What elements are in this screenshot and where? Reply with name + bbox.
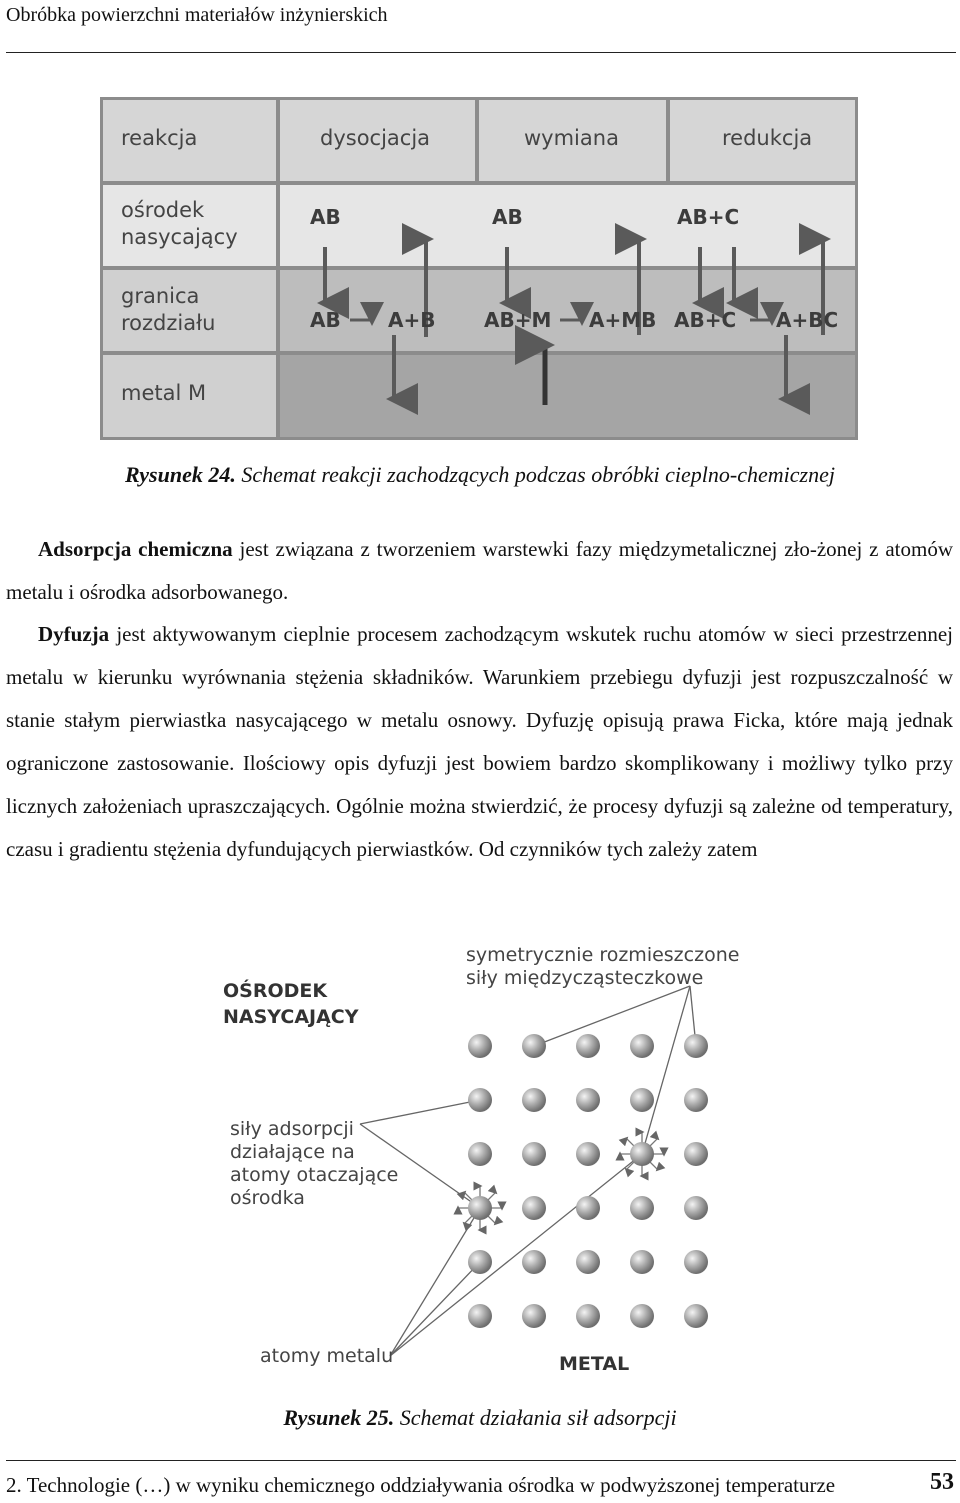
col-header-wymiana: wymiana <box>524 126 619 150</box>
figure-24-reaction-schema <box>100 97 858 440</box>
paragraph-adsorpcja-text: jest związana z tworzeniem warstewki fazy międzymetalicznej zło-żonej z atomów metalu i ośrodka adsorbowanego. <box>6 537 954 604</box>
metal-atom <box>684 1088 708 1112</box>
metal-atom <box>522 1034 546 1058</box>
row-label-osrodek: ośrodek nasycający <box>121 198 238 249</box>
figure-25-adsorption-forces <box>210 936 770 1386</box>
symmetric-forces-label: symetrycznie rozmieszczone siły międzycząsteczkowe <box>466 944 740 989</box>
figure-25-caption <box>0 1405 960 1431</box>
leader-line <box>534 986 690 1046</box>
metal-atom <box>468 1250 492 1274</box>
metal-atom <box>468 1196 492 1220</box>
metal-atom <box>684 1034 708 1058</box>
boundary-label-a-plus-bc: A+BC <box>776 308 839 332</box>
boundary-label-ab-plus-m: AB+M <box>484 308 552 332</box>
page-header <box>6 0 956 53</box>
top-label-wymiana: AB <box>492 205 523 229</box>
col-header-reakcja: reakcja <box>121 126 198 150</box>
figure-24-caption-number: Rysunek 24. <box>125 462 236 487</box>
metal-atom <box>522 1250 546 1274</box>
figure-24-caption <box>0 462 960 488</box>
metal-atom <box>576 1088 600 1112</box>
metal-atom <box>576 1196 600 1220</box>
col-header-redukcja: redukcja <box>722 126 813 150</box>
metal-atom <box>684 1250 708 1274</box>
footer-text: 2. Technologie (…) w wyniku chemicznego oddziaływania ośrodka w podwyższonej temperaturze <box>6 1473 836 1497</box>
paragraph-adsorpcja <box>6 528 953 614</box>
top-label-redukcja: AB+C <box>677 205 740 229</box>
page-footer <box>6 1460 956 1503</box>
boundary-label-a-plus-mb: A+MB <box>589 308 657 332</box>
metal-atom <box>630 1142 654 1166</box>
figure-25-caption-text: Schemat działania sił adsorpcji <box>399 1405 677 1430</box>
leader-line <box>390 1262 480 1356</box>
metal-atom <box>684 1196 708 1220</box>
metal-atom <box>576 1034 600 1058</box>
header-title: Obróbka powierzchni materiałów inżynierskich <box>6 4 388 26</box>
term-dyfuzja: Dyfuzja <box>38 622 110 646</box>
metal-atom <box>630 1088 654 1112</box>
col-header-dysocjacja: dysocjacja <box>320 126 431 150</box>
leader-line <box>390 1208 480 1356</box>
metal-atom <box>684 1142 708 1166</box>
metal-atom <box>630 1304 654 1328</box>
adsorption-forces-label: siły adsorpcji działające na atomy otaczające ośrodka <box>230 1118 399 1209</box>
medium-label: OŚRODEK NASYCAJĄCY <box>223 980 359 1028</box>
boundary-label-ab-plus-c: AB+C <box>674 308 737 332</box>
row-label-metal: metal M <box>121 381 207 405</box>
term-adsorpcja: Adsorpcja chemiczna <box>38 537 233 561</box>
boundary-label-ab: AB <box>310 308 341 332</box>
row-label-granica: granica rozdziału <box>121 284 216 335</box>
paragraph-dyfuzja-text: jest aktywowanym cieplnie procesem zachodzącym wskutek ruchu atomów w sieci przestrzennej metalu w kierunku wyrównania stężenia składników. Warunkiem przebiegu dyfuzji jest rozpuszczalność w stanie stałym pierwiastka nasycającego w metalu osnowy. Dyfuzję opisują prawa Ficka, które mają jednak ograniczone zastosowanie. Ilościowy opis dyfuzji jest bowiem bardzo skomplikowany i możliwy tylko przy licznych założeniach upraszczających. Ogólnie można stwierdzić, że procesy dyfuzji są zależne od temperatury, czasu i gradientu stężenia dyfundujących pierwiastków. Od czynników tych zależy zatem <box>6 622 953 861</box>
boundary-label-a-plus-b: A+B <box>388 308 436 332</box>
metal-atom <box>630 1034 654 1058</box>
metal-atom <box>468 1142 492 1166</box>
metal-atoms-label: atomy metalu <box>260 1345 394 1367</box>
metal-atom <box>522 1088 546 1112</box>
metal-atom <box>684 1304 708 1328</box>
metal-atom <box>576 1304 600 1328</box>
metal-label: METAL <box>559 1353 630 1375</box>
metal-atom <box>522 1196 546 1220</box>
leader-line <box>390 1154 642 1356</box>
metal-atom <box>576 1142 600 1166</box>
figure-24-caption-text: Schemat reakcji zachodzących podczas obróbki cieplno-chemicznej <box>241 462 835 487</box>
metal-atom <box>630 1250 654 1274</box>
metal-atom <box>576 1250 600 1274</box>
metal-atom <box>522 1142 546 1166</box>
leader-line <box>642 986 690 1154</box>
metal-atom <box>468 1088 492 1112</box>
metal-atom <box>468 1304 492 1328</box>
metal-atom <box>630 1196 654 1220</box>
figure-25-caption-number: Rysunek 25. <box>283 1405 395 1430</box>
top-label-dysocjacja: AB <box>310 205 341 229</box>
metal-atom <box>522 1304 546 1328</box>
metal-atom <box>468 1034 492 1058</box>
page-number: 53 <box>930 1469 954 1495</box>
paragraph-dyfuzja <box>6 613 953 871</box>
